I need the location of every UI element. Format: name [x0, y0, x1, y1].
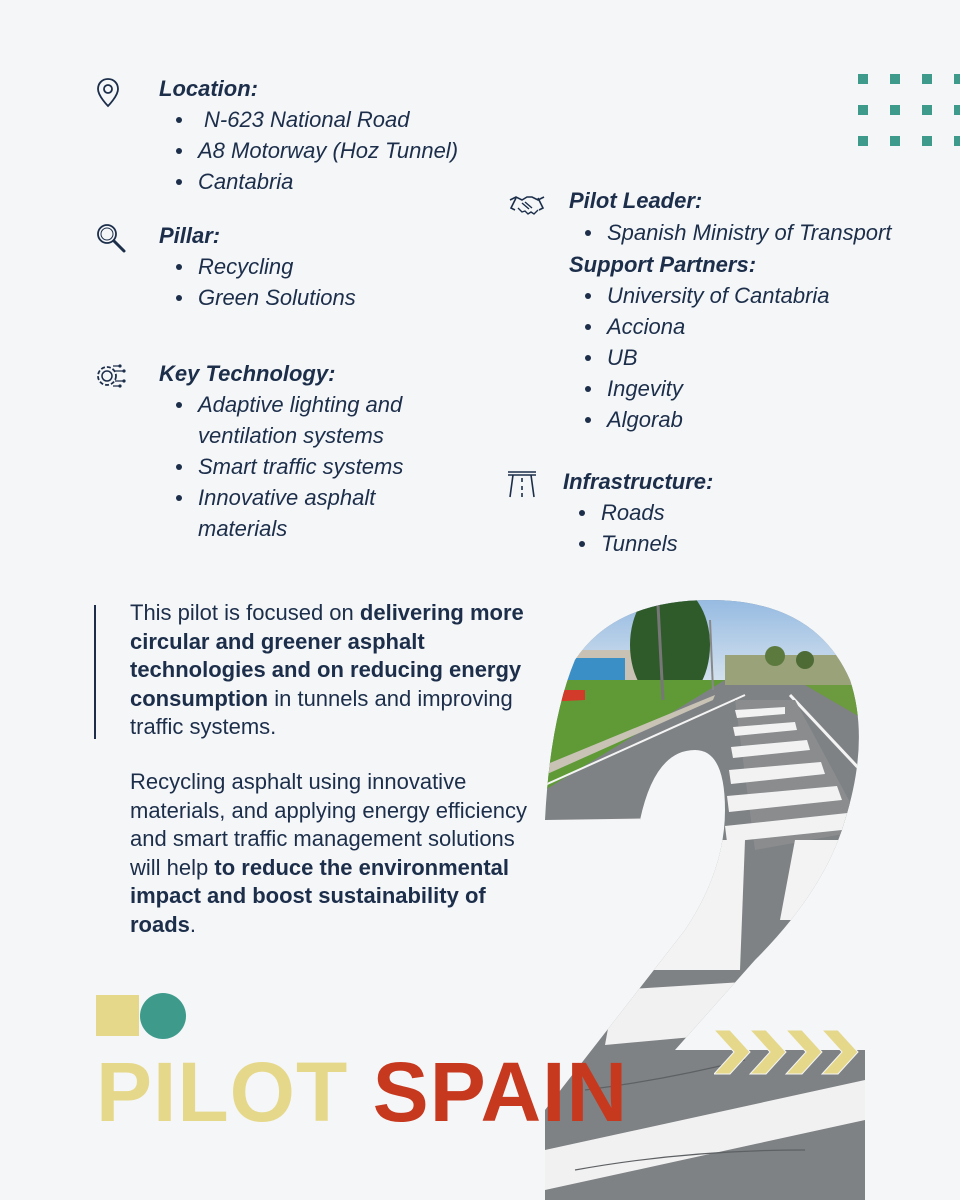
- location-list: [174, 104, 458, 197]
- support-partners-heading: Support Partners:: [569, 252, 757, 277]
- list-item: UB: [583, 342, 830, 373]
- description-paragraph-1: This pilot is focused on delivering more circular and greener asphalt technologies and on reducing energy consumption in tunnels and improving traffic systems.: [130, 600, 524, 739]
- handshake-icon: [508, 188, 546, 222]
- teal-circle-decoration: [140, 993, 186, 1039]
- infrastructure-heading: Infrastructure:: [563, 469, 714, 494]
- gear-circuit-icon: [93, 358, 127, 392]
- list-item: Innovative asphalt materials: [174, 482, 454, 544]
- pilot-leader-list: [583, 217, 891, 248]
- magnifier-icon: [94, 221, 128, 255]
- list-item: Roads: [577, 497, 678, 528]
- list-item: Acciona: [583, 311, 830, 342]
- title-word-pilot: PILOT: [96, 1045, 349, 1139]
- list-item: Spanish Ministry of Transport: [583, 217, 891, 248]
- key-technology-heading: Key Technology:: [159, 361, 336, 386]
- list-item: Ingevity: [583, 373, 830, 404]
- location-pin-icon: [91, 76, 125, 110]
- key-technology-list: [174, 389, 454, 544]
- title-word-spain: SPAIN: [372, 1045, 629, 1139]
- list-item: A8 Motorway (Hoz Tunnel): [174, 135, 458, 166]
- support-partners-list: [583, 280, 830, 435]
- chevron-arrows-icon: [714, 1026, 864, 1078]
- pillar-list: [174, 251, 356, 313]
- infrastructure-list: [577, 497, 678, 559]
- list-item: Algorab: [583, 404, 830, 435]
- location-heading: Location:: [159, 76, 258, 101]
- list-item: Adaptive lighting and ventilation systems: [174, 389, 454, 451]
- road-icon: [505, 466, 539, 500]
- page-title: [96, 1045, 629, 1139]
- list-item: Cantabria: [174, 166, 458, 197]
- list-item: Green Solutions: [174, 282, 356, 313]
- accent-line: [94, 605, 96, 739]
- description-paragraph-2: Recycling asphalt using innovative materials, and applying energy efficiency and smart traffic management solutions will help to reduce the environmental impact and boost sustainability of roads.: [130, 769, 528, 937]
- list-item: Recycling: [174, 251, 356, 282]
- list-item: Smart traffic systems: [174, 451, 454, 482]
- list-item: University of Cantabria: [583, 280, 830, 311]
- pilot-leader-heading: Pilot Leader:: [569, 188, 703, 213]
- list-item: N-623 National Road: [174, 104, 458, 135]
- list-item: Tunnels: [577, 528, 678, 559]
- pillar-heading: Pillar:: [159, 223, 221, 248]
- yellow-square-decoration: [96, 995, 139, 1036]
